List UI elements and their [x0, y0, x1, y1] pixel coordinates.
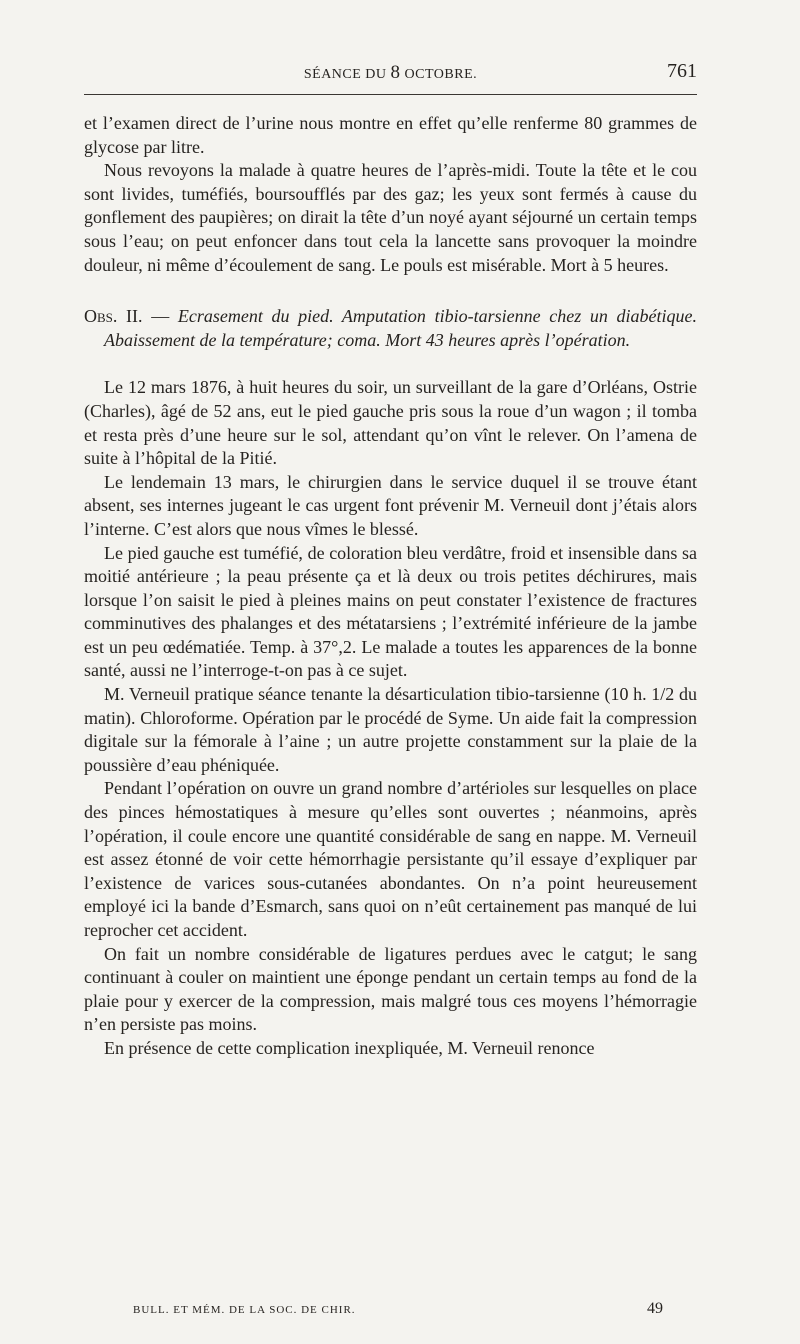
paragraph-7: Pendant l’opération on ouvre un grand nombre d’artérioles sur lesquelles on place des pinces hémostatiques à mesure qu’elles sont ouvertes ; néanmoins, après l’opération, il coule encore une quantité considérable de sang en nappe. M. Verneuil est assez étonné de voir cette hémorrhagie persistante qu’il essaye d’expliquer par l’existence de varices sous-cutanées abondantes. On n’a point heureusement employé ici la bande d’Esmarch, sans quoi on n’eût certainement pas manqué de lui reprocher cet accident.	[84, 778, 697, 940]
body-text	[84, 112, 697, 1061]
paragraph-8: On fait un nombre considérable de ligatures perdues avec le catgut; le sang continuant à couler on maintient une éponge pendant un certain temps au fond de la plaie pour y exercer de la compression, mais malgré tous ces moyens l’hémorragie n’en persiste pas moins.	[84, 943, 697, 1035]
footer-signature: BULL. ET MÉM. DE LA SOC. DE CHIR.	[133, 1304, 356, 1316]
footer-sheet-number: 49	[647, 1300, 663, 1317]
observation-title: Ecrasement du pied. Amputation tibio-tarsienne chez un diabétique. Abaissement de la température; coma. Mort 43 heures après l’opération.	[104, 306, 697, 350]
paragraph-1: et l’examen direct de l’urine nous montre en effet qu’elle renferme 80 grammes de glycose par litre.	[84, 113, 697, 157]
paragraph-6: M. Verneuil pratique séance tenante la désarticulation tibio-tarsienne (10 h. 1/2 du matin). Chloroforme. Opération par le procédé de Syme. Un aide fait la compression digitale sur la fémorale à l’aine ; un autre projette constamment sur la plaie de la poussière d’eau phéniquée.	[84, 684, 697, 775]
page-footer	[133, 1300, 663, 1320]
running-header	[84, 62, 697, 88]
header-title-number: 8	[390, 62, 401, 83]
observation-heading	[84, 305, 697, 352]
paragraph-2: Nous revoyons la malade à quatre heures de l’après-midi. Toute la tête et le cou sont livides, tuméfiés, boursoufflés par des gaz; les yeux sont fermés à cause du gonflement des paupières; on dirait la tête d’un noyé ayant séjourné un certain temps sous l’eau; on peut enfoncer dans tout cela la lancette sans provoquer la moindre douleur, ni même d’écoulement de sang. Le pouls est misérable. Mort à 5 heures.	[84, 160, 697, 275]
paragraph-5: Le pied gauche est tuméfié, de coloration bleu verdâtre, froid et insensible dans sa moitié antérieure ; la peau présente ça et là deux ou trois petites déchirures, mais lorsque l’on saisit le pied à pleines mains on peut constater l’existence de fractures comminutives des phalanges et des métatarsiens ; l’extrémité inférieure de la jambe est un peu œdématiée. Temp. à 37°,2. Le malade a toutes les apparences de la bonne santé, aussi ne l’interroge-t-on pas à ce sujet.	[84, 542, 697, 681]
observation-label: Obs. II. —	[84, 306, 178, 327]
header-title-before: SÉANCE DU	[303, 67, 391, 82]
header-title	[84, 62, 697, 84]
page-number: 761	[667, 60, 697, 82]
paragraph-3: Le 12 mars 1876, à huit heures du soir, un surveillant de la gare d’Orléans, Ostrie (Charles), âgé de 52 ans, eut le pied gauche pris sous la roue d’un wagon ; il tomba et resta près d’une heure sur le sol, attendant qu’on vînt le relever. On l’amena de suite à l’hôpital de la Pitié.	[84, 377, 697, 469]
header-rule	[84, 94, 697, 95]
paragraph-9: En présence de cette complication inexpliquée, M. Verneuil renonce	[104, 1037, 595, 1058]
paragraph-4: Le lendemain 13 mars, le chirurgien dans le service duquel il se trouve étant absent, ses internes jugeant le cas urgent font prévenir M. Verneuil dont j’étais alors l’interne. C’est alors que nous vîmes le blessé.	[84, 471, 697, 539]
header-title-after: OCTOBRE.	[400, 67, 478, 82]
